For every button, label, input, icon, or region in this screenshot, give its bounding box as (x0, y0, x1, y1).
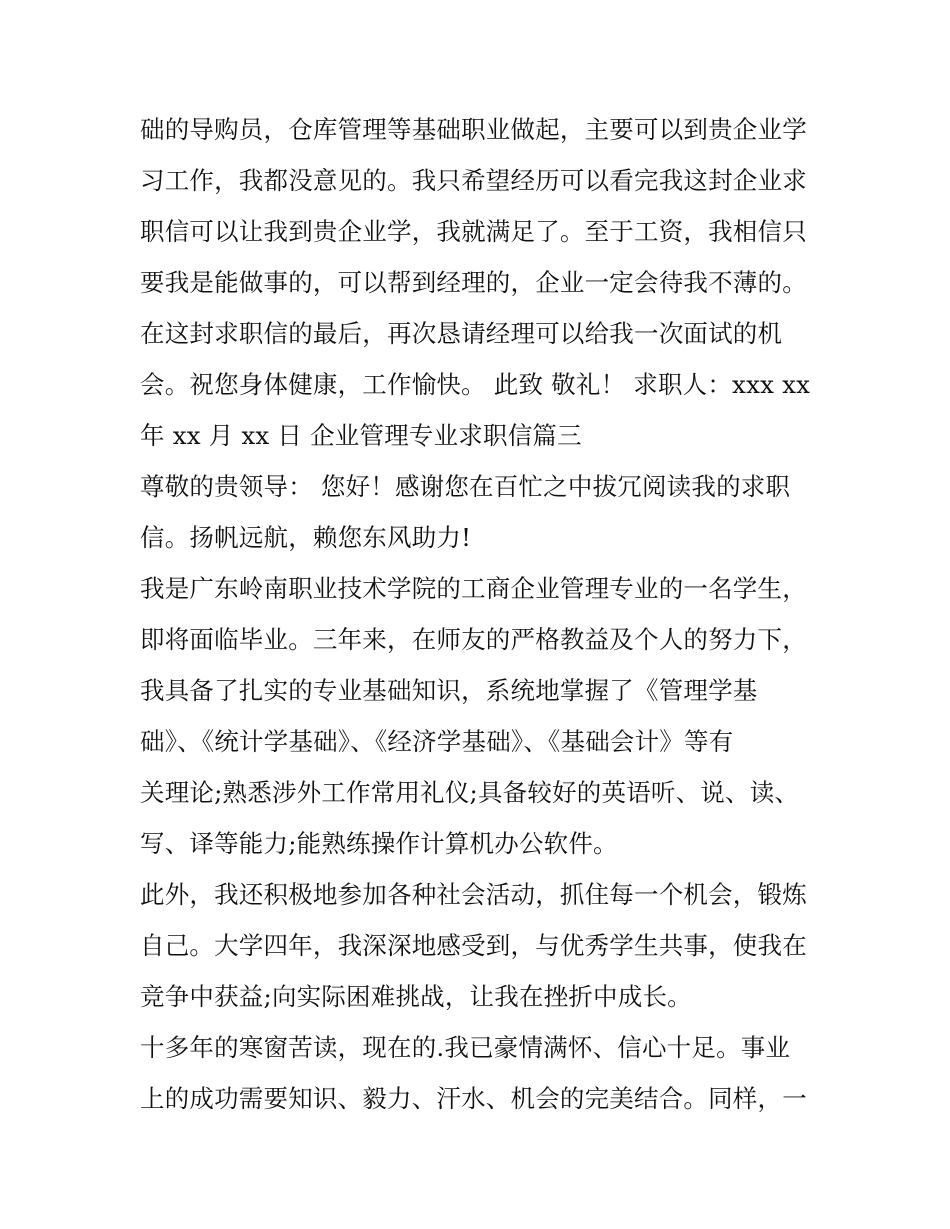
text-line-1: 础的导购员，仓库管理等基础职业做起，主要可以到贵企业学 (140, 115, 807, 144)
text-line-6: 会。祝您身体健康，工作愉快。 此致 敬礼！ 求职人：xxx xx (140, 370, 811, 399)
text-line-9: 信。扬帆远航，赖您东风助力! (140, 523, 472, 552)
body-text (140, 104, 820, 1124)
text-line-14: 关理论;熟悉涉外工作常用礼仪;具备较好的英语听、说、读、 (140, 778, 800, 807)
text-line-8: 尊敬的贵领导： 您好！感谢您在百忙之中拔冗阅读我的求职 (140, 472, 791, 501)
text-line-18: 竞争中获益;向实际困难挑战，让我在挫折中成长。 (140, 982, 692, 1011)
text-line-13: 础》、《统计学基础》、《经济学基础》、《基础会计》等有 (140, 727, 734, 756)
text-line-5: 在这封求职信的最后，再次恳请经理可以给我一次面试的机 (140, 319, 783, 348)
text-line-12: 我具备了扎实的专业基础知识，系统地掌握了《管理学基 (140, 676, 758, 705)
text-line-16: 此外，我还积极地参加各种社会活动，抓住每一个机会，锻炼 (140, 880, 807, 909)
text-line-15: 写、译等能力;能熟练操作计算机办公软件。 (140, 829, 618, 858)
text-line-4: 要我是能做事的，可以帮到经理的，企业一定会待我不薄的。 (140, 268, 807, 297)
text-line-17: 自己。大学四年，我深深地感受到，与优秀学生共事，使我在 (140, 931, 807, 960)
text-line-7: 年 xx 月 xx 日 企业管理专业求职信篇三 (140, 421, 582, 450)
text-line-19: 十多年的寒窗苦读，现在的.我已豪情满怀、信心十足。事业 (140, 1033, 791, 1062)
text-line-3: 职信可以让我到贵企业学，我就满足了。至于工资，我相信只 (140, 217, 807, 246)
text-line-11: 即将面临毕业。三年来，在师友的严格教益及个人的努力下， (140, 625, 807, 654)
text-line-20: 上的成功需要知识、毅力、汗水、机会的完美结合。同样，一 (140, 1084, 807, 1113)
text-line-2: 习工作，我都没意见的。我只希望经历可以看完我这封企业求 (140, 166, 807, 195)
text-line-10: 我是广东岭南职业技术学院的工商企业管理专业的一名学生， (140, 574, 807, 603)
